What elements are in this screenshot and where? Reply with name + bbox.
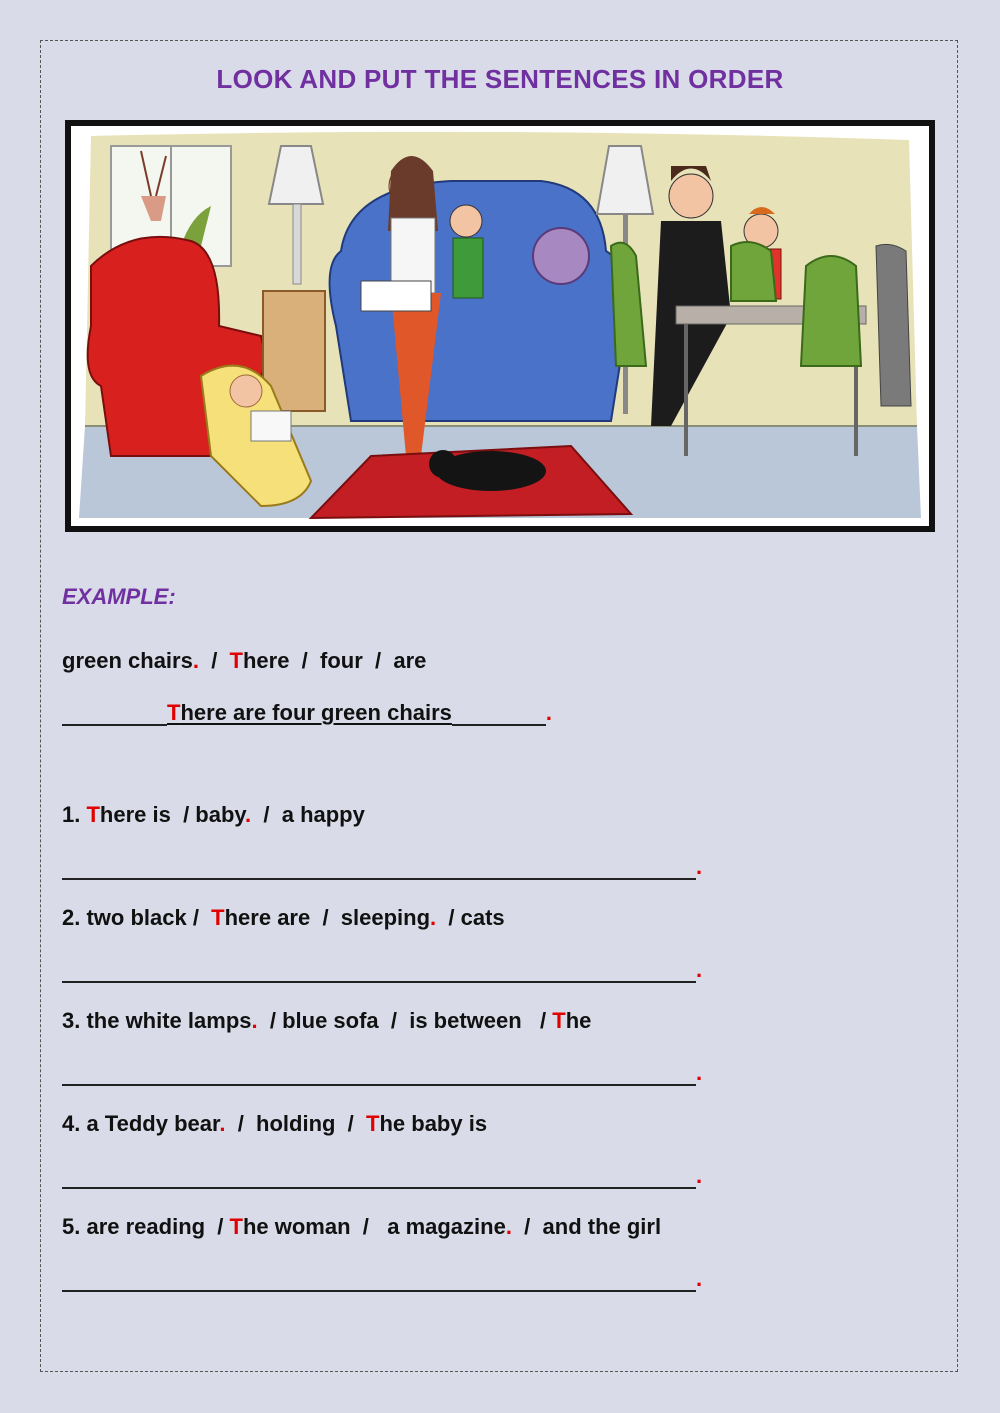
question-3 [62, 1008, 591, 1034]
red-marker: T [229, 648, 243, 673]
scrambled-words: green chairs [62, 648, 193, 673]
example-scramble-words [62, 648, 426, 674]
example-answer-line [62, 700, 552, 726]
red-marker: . [219, 1111, 226, 1136]
scrambled-words: 5. are reading / [62, 1214, 230, 1239]
scrambled-words: / and the girl [511, 1214, 662, 1239]
scrambled-words: 4. a Teddy bear [62, 1111, 220, 1136]
answer-blank[interactable] [62, 854, 696, 880]
worksheet-title: LOOK AND PUT THE SENTENCES IN ORDER [216, 64, 784, 94]
scrambled-words: / holding / [225, 1111, 367, 1136]
example-label: EXAMPLE: [62, 584, 176, 609]
red-marker: T [86, 802, 100, 827]
answer-blank [62, 700, 167, 726]
answer-line-2[interactable] [62, 957, 702, 983]
answer-blank[interactable] [62, 1060, 696, 1086]
question-1 [62, 802, 365, 828]
scrambled-words: 2. two black / [62, 905, 212, 930]
answer-capital: T [167, 700, 181, 725]
red-marker: . [430, 905, 437, 930]
living-room-illustration [65, 120, 935, 532]
answer-period: . [696, 957, 703, 982]
answer-line-4[interactable] [62, 1163, 702, 1189]
answer-blank[interactable] [62, 957, 696, 983]
answer-line-3[interactable] [62, 1060, 702, 1086]
answer-period: . [696, 854, 703, 879]
scrambled-words: here are / sleeping [224, 905, 431, 930]
red-marker: . [505, 1214, 512, 1239]
answer-period: . [696, 1163, 703, 1188]
answer-text: here are four green chairs [180, 700, 452, 725]
scrambled-words: / cats [436, 905, 505, 930]
answer-blank[interactable] [62, 1266, 696, 1292]
red-marker: . [245, 802, 252, 827]
answer-period: . [696, 1060, 703, 1085]
example-answer [167, 700, 452, 725]
scrambled-words: here / four / are [242, 648, 427, 673]
scrambled-words: / [198, 648, 230, 673]
scrambled-words: he woman / a magazine [242, 1214, 506, 1239]
answer-line-1[interactable] [62, 854, 702, 880]
answer-blank[interactable] [62, 1163, 696, 1189]
answer-period: . [696, 1266, 703, 1291]
answer-blank [452, 700, 546, 726]
answer-period: . [545, 700, 553, 725]
red-marker: T [366, 1111, 380, 1136]
scrambled-words: 1. [62, 802, 87, 827]
red-marker: T [229, 1214, 243, 1239]
red-marker: . [251, 1008, 258, 1033]
red-marker: T [211, 905, 225, 930]
question-4 [62, 1111, 487, 1137]
scrambled-words: / a happy [251, 802, 365, 827]
scrambled-words: he baby is [379, 1111, 488, 1136]
scrambled-words: / blue sofa / is between / [257, 1008, 553, 1033]
scrambled-words: 3. the white lamps [62, 1008, 252, 1033]
red-marker: . [192, 648, 199, 673]
scrambled-words: here is / baby [99, 802, 246, 827]
answer-line-5[interactable] [62, 1266, 702, 1292]
question-2 [62, 905, 505, 931]
red-marker: T [552, 1008, 566, 1033]
question-5 [62, 1214, 661, 1240]
scrambled-words: he [565, 1008, 592, 1033]
